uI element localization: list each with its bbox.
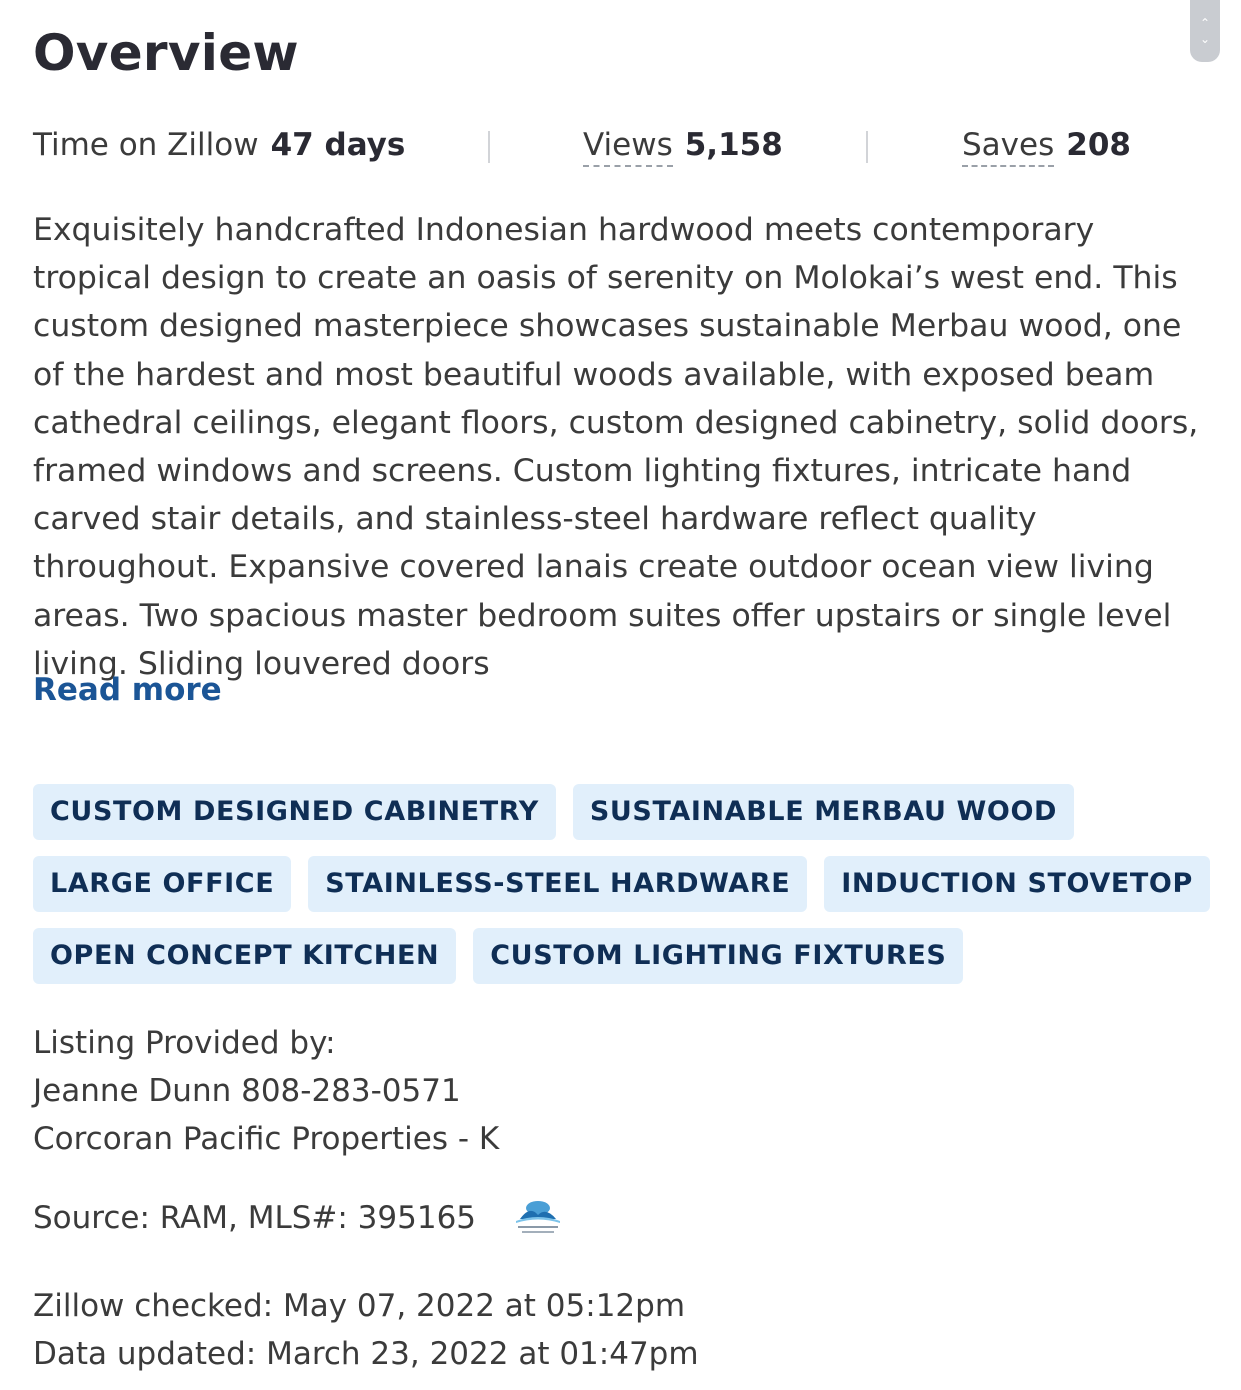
- feature-tag: CUSTOM LIGHTING FIXTURES: [473, 928, 963, 984]
- data-timestamps: [33, 1282, 699, 1378]
- mls-source: Source: RAM, MLS#: 395165: [33, 1200, 477, 1236]
- mls-logo-icon: [512, 1195, 564, 1237]
- saves-value: 208: [1066, 127, 1131, 163]
- feature-tag: CUSTOM DESIGNED CABINETRY: [33, 784, 556, 840]
- feature-tags: [33, 784, 1213, 1000]
- scroll-control[interactable]: [1190, 0, 1220, 62]
- views-stat[interactable]: [583, 127, 783, 163]
- chevron-down-icon[interactable]: ⌄: [1199, 32, 1211, 46]
- zillow-checked-date: Zillow checked: May 07, 2022 at 05:12pm: [33, 1288, 686, 1324]
- page-title: Overview: [33, 24, 299, 82]
- saves-stat[interactable]: [962, 127, 1131, 163]
- data-updated-date: Data updated: March 23, 2022 at 01:47pm: [33, 1336, 699, 1372]
- stat-divider: [866, 131, 868, 163]
- listing-stats: [0, 127, 1241, 173]
- read-more-link[interactable]: Read more: [33, 672, 222, 708]
- listing-provider: [33, 1019, 499, 1163]
- time-on-zillow-value: 47 days: [270, 127, 406, 163]
- tag-row: [33, 856, 1213, 912]
- tag-row: [33, 784, 1213, 840]
- brokerage-name: Corcoran Pacific Properties - K: [33, 1121, 500, 1157]
- listing-description: Exquisitely handcrafted Indonesian hardwood meets contemporary tropical design to create an oasis of serenity on Molokai’s west end. This custom designed masterpiece showcases sustainable Merbau wood, one of the hardest and most beautiful woods available, with exposed beam cathedral ceilings, elegant floors, custom designed cabinetry, solid doors, framed windows and screens. Custom lighting fixtures, intricate hand carved stair details, and stainless-steel hardware reflect quality throughout. Expansive covered lanais create outdoor ocean view living areas. Two spacious master bedroom suites offer upstairs or single level living. Sliding louvered doors: [33, 212, 1199, 682]
- stat-divider: [488, 131, 490, 163]
- time-on-zillow-label: Time on Zillow: [33, 127, 259, 163]
- saves-label[interactable]: Saves: [962, 127, 1054, 167]
- feature-tag: OPEN CONCEPT KITCHEN: [33, 928, 456, 984]
- feature-tag: SUSTAINABLE MERBAU WOOD: [573, 784, 1074, 840]
- time-on-zillow-stat: [33, 127, 405, 163]
- feature-tag: LARGE OFFICE: [33, 856, 291, 912]
- tag-row: [33, 928, 1213, 984]
- provided-by-label: Listing Provided by:: [33, 1025, 336, 1061]
- feature-tag: STAINLESS-STEEL HARDWARE: [308, 856, 807, 912]
- chevron-up-icon[interactable]: ⌃: [1199, 16, 1211, 30]
- views-value: 5,158: [684, 127, 783, 163]
- views-label[interactable]: Views: [583, 127, 673, 167]
- agent-info: Jeanne Dunn 808-283-0571: [33, 1073, 461, 1109]
- feature-tag: INDUCTION STOVETOP: [824, 856, 1210, 912]
